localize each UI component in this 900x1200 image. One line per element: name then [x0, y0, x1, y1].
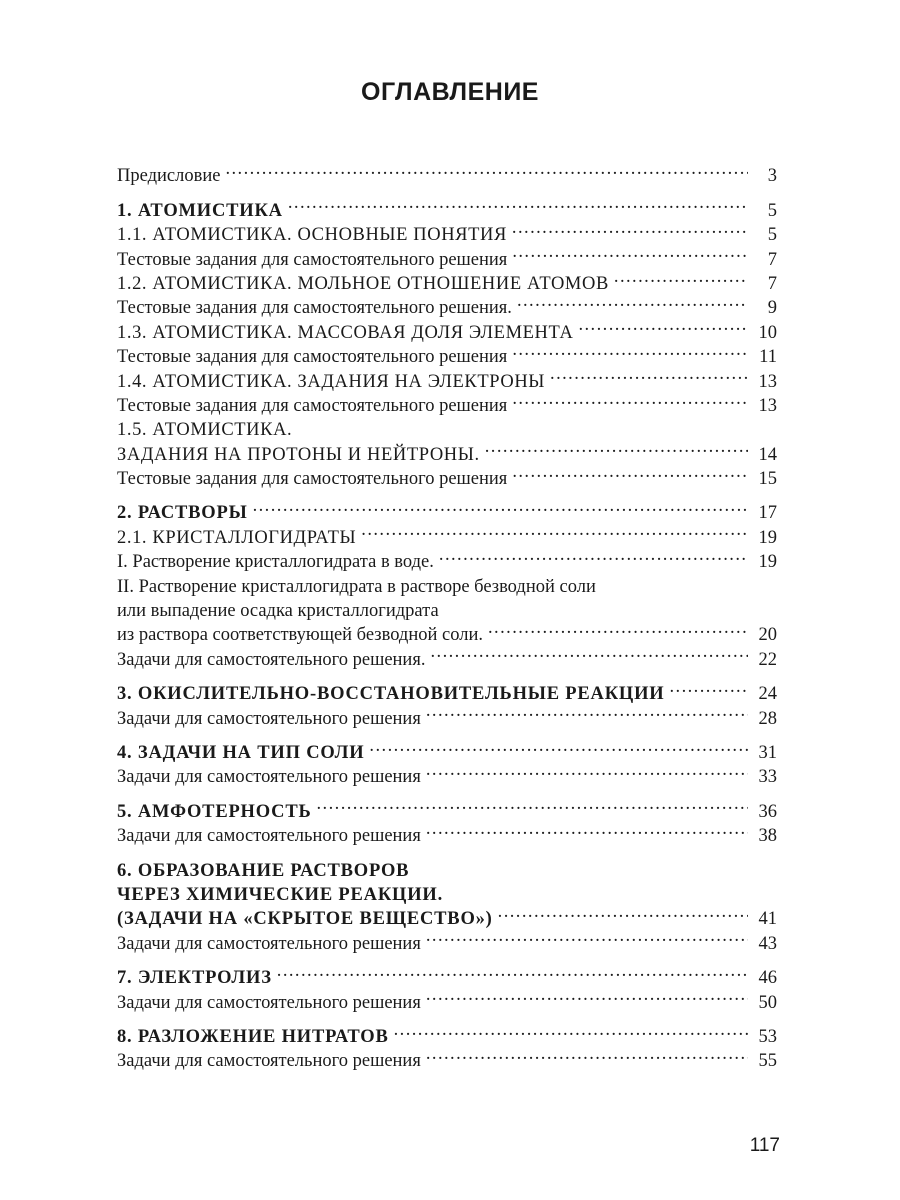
toc-entry-title: 1.1. АТОМИСТИКА. ОСНОВНЫЕ ПОНЯТИЯ: [117, 225, 507, 246]
toc-entry-page: 19: [758, 552, 777, 573]
toc-entry-title: Тестовые задания для самостоятельного решения: [117, 395, 508, 416]
dot-leader: [253, 494, 748, 518]
toc-entry-page: 5: [767, 225, 777, 246]
toc-entry-title: Задачи для самостоятельного решения: [117, 826, 421, 847]
toc-entry-page: 50: [758, 992, 777, 1013]
dot-leader: [488, 616, 748, 640]
dot-leader: [578, 313, 748, 337]
dot-leader: [498, 900, 748, 924]
toc-entry: [117, 191, 777, 221]
toc-entry: [117, 157, 777, 187]
toc-entry-title: Задачи для самостоятельного решения: [117, 992, 421, 1013]
toc-entry: [117, 851, 777, 881]
toc-entry-page: 46: [758, 968, 777, 989]
toc-entry: [117, 792, 777, 822]
dot-leader: [485, 435, 748, 459]
toc-entry-title: Задачи для самостоятельного решения: [117, 933, 421, 954]
toc-entry-title: 2.1. КРИСТАЛЛОГИДРАТЫ: [117, 527, 357, 548]
toc-entry-title: ЧЕРЕЗ ХИМИЧЕСКИЕ РЕАКЦИИ.: [117, 884, 444, 905]
toc-entry-page: 17: [758, 503, 777, 524]
toc-entry-page: 11: [759, 347, 777, 368]
toc-entry-page: 31: [758, 742, 777, 763]
dot-leader: [512, 338, 748, 362]
toc-entry-title: 1.4. АТОМИСТИКА. ЗАДАНИЯ НА ЭЛЕКТРОНЫ: [117, 371, 546, 392]
toc-entry-page: 15: [758, 469, 777, 490]
toc-entry-title: 1.2. АТОМИСТИКА. МОЛЬНОЕ ОТНОШЕНИЕ АТОМОВ: [117, 273, 609, 294]
toc-entry-page: 3: [767, 166, 777, 187]
toc-entry-page: 5: [767, 200, 777, 221]
toc-entry-title: Задачи для самостоятельного решения: [117, 767, 421, 788]
toc-entry-title: 2. РАСТВОРЫ: [117, 503, 248, 524]
toc-entry-page: 7: [767, 273, 777, 294]
toc-entry-title: (ЗАДАЧИ НА «СКРЫТОЕ ВЕЩЕСТВО»): [117, 909, 493, 930]
toc-entry: [117, 494, 777, 524]
dot-leader: [317, 792, 749, 816]
toc-entry-page: 14: [758, 444, 777, 465]
toc-entry-page: 19: [758, 527, 777, 548]
dot-leader: [426, 983, 748, 1007]
table-of-contents: [117, 157, 777, 1072]
toc-entry-title: 1.3. АТОМИСТИКА. МАССОВАЯ ДОЛЯ ЭЛЕМЕНТА: [117, 322, 574, 343]
toc-entry-title: II. Растворение кристаллогидрата в растворе безводной соли: [117, 576, 596, 597]
toc-entry-page: 43: [758, 933, 777, 954]
dot-leader: [426, 817, 748, 841]
toc-entry-page: 55: [758, 1051, 777, 1072]
dot-leader: [288, 191, 748, 215]
page-title: ОГЛАВЛЕНИЕ: [361, 78, 539, 106]
dot-leader: [512, 240, 748, 264]
toc-entry-title: Тестовые задания для самостоятельного решения: [117, 469, 508, 490]
toc-entry-page: 33: [758, 767, 777, 788]
dot-leader: [512, 460, 748, 484]
dot-leader: [517, 289, 748, 313]
toc-entry-page: 13: [758, 395, 777, 416]
dot-leader: [614, 265, 748, 289]
toc-entry-title: 5. АМФОТЕРНОСТЬ: [117, 801, 312, 822]
dot-leader: [426, 1042, 748, 1066]
toc-entry-title: 7. ЭЛЕКТРОЛИЗ: [117, 968, 272, 989]
dot-leader: [394, 1018, 748, 1042]
toc-entry-title: 3. ОКИСЛИТЕЛЬНО-ВОССТАНОВИТЕЛЬНЫЕ РЕАКЦИИ: [117, 684, 665, 705]
toc-entry-title: Тестовые задания для самостоятельного решения.: [117, 298, 512, 319]
toc-entry: [117, 734, 777, 763]
toc-entry: [117, 1018, 777, 1047]
toc-entry-title: Предисловие: [117, 166, 221, 187]
toc-entry-page: 53: [758, 1026, 777, 1047]
toc-entry-page: 13: [758, 371, 777, 392]
toc-entry-page: 20: [758, 625, 777, 646]
dot-leader: [369, 734, 748, 758]
dot-leader: [439, 543, 748, 567]
toc-entry-page: 36: [758, 801, 777, 822]
toc-entry-title: 6. ОБРАЗОВАНИЕ РАСТВОРОВ: [117, 860, 410, 881]
dot-leader: [512, 216, 748, 240]
toc-entry-page: 22: [758, 649, 777, 670]
toc-entry-title: Задачи для самостоятельного решения: [117, 1051, 421, 1072]
toc-entry-title: 1.5. АТОМИСТИКА.: [117, 420, 293, 441]
toc-entry-title: Задачи для самостоятельного решения: [117, 708, 421, 729]
toc-entry-title: из раствора соответствующей безводной соли.: [117, 625, 483, 646]
dot-leader: [512, 387, 748, 411]
toc-entry: [117, 675, 777, 705]
dot-leader: [426, 924, 748, 948]
dot-leader: [426, 699, 748, 723]
dot-leader: [550, 362, 748, 386]
toc-entry-title: Тестовые задания для самостоятельного решения: [117, 347, 508, 368]
toc-entry-page: 38: [758, 826, 777, 847]
toc-entry-title: или выпадение осадка кристаллогидрата: [117, 601, 439, 622]
toc-entry-page: 28: [758, 708, 777, 729]
toc-entry: [117, 959, 777, 989]
page-number: 117: [749, 1135, 780, 1156]
toc-entry-title: 8. РАЗЛОЖЕНИЕ НИТРАТОВ: [117, 1026, 389, 1047]
dot-leader: [669, 675, 748, 699]
dot-leader: [430, 640, 748, 664]
dot-leader: [426, 758, 748, 782]
toc-entry-title: 4. ЗАДАЧИ НА ТИП СОЛИ: [117, 742, 365, 763]
toc-entry-page: 7: [767, 249, 777, 270]
toc-entry-title: ЗАДАНИЯ НА ПРОТОНЫ И НЕЙТРОНЫ.: [117, 444, 480, 465]
dot-leader: [361, 518, 748, 542]
toc-entry-page: 24: [758, 684, 777, 705]
toc-entry-title: 1. АТОМИСТИКА: [117, 200, 283, 221]
dot-leader: [277, 959, 748, 983]
toc-entry-title: Тестовые задания для самостоятельного решения: [117, 249, 508, 270]
toc-entry-page: 10: [758, 322, 777, 343]
toc-entry-page: 9: [767, 298, 777, 319]
dot-leader: [225, 157, 748, 181]
toc-entry-title: I. Растворение кристаллогидрата в воде.: [117, 552, 434, 573]
toc-entry-page: 41: [758, 909, 777, 930]
toc-entry-title: Задачи для самостоятельного решения.: [117, 649, 426, 670]
